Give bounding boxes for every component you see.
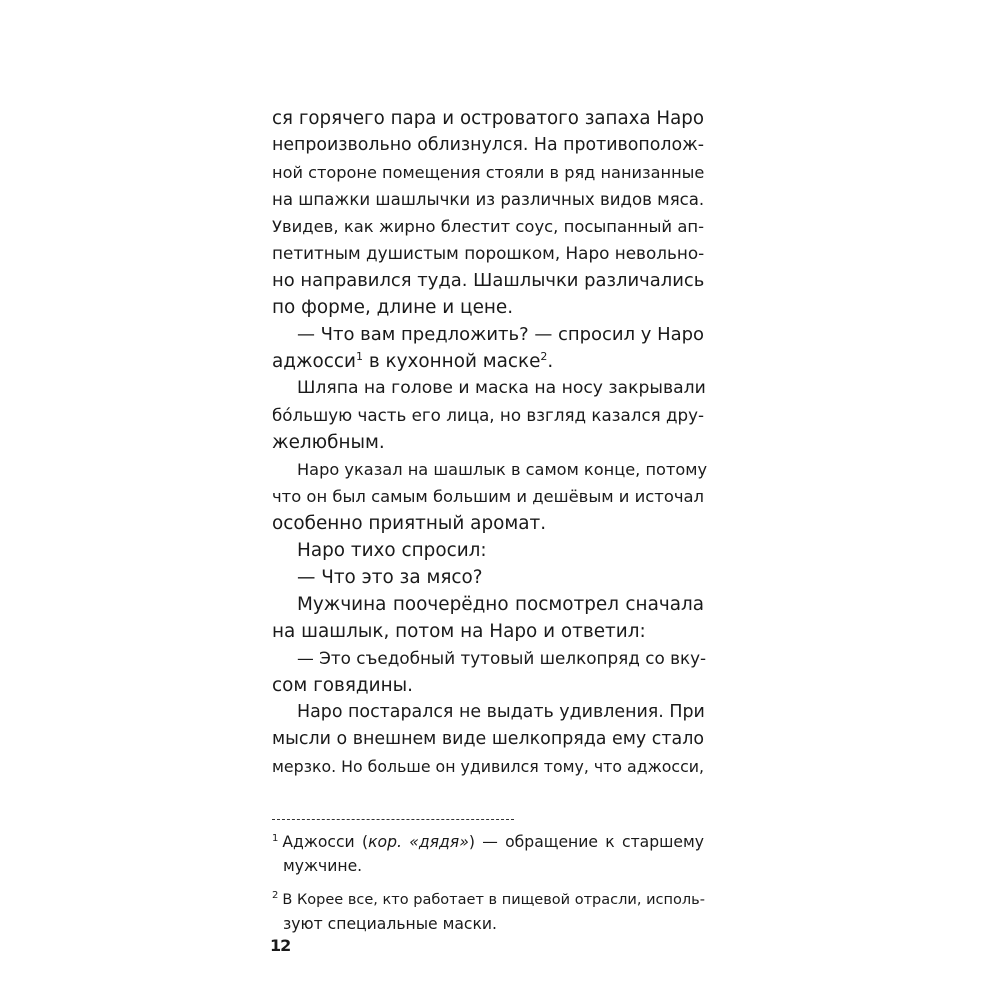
text-line: по форме, длине и цене. <box>272 297 514 318</box>
text-line: Наро указал на шашлык в самом конце, потому <box>297 460 708 479</box>
footnote-italic: кор. «дядя» <box>368 833 469 851</box>
text-line: желюбным. <box>272 432 385 453</box>
text-line: петитным душистым порошком, Наро невольно- <box>272 243 705 263</box>
footnote-1 <box>272 830 704 854</box>
text-line: — Что это за мясо? <box>297 567 483 588</box>
text-line: Шляпа на голове и маска на носу закрывали <box>297 378 706 398</box>
text-line: но направился туда. Шашлычки различались <box>272 270 705 291</box>
footnote-mark: 2 <box>272 890 279 902</box>
text-line: ной стороне помещения стояли в ряд нанизанные <box>272 163 705 182</box>
text-fragment: . <box>547 351 554 372</box>
text-fragment: в кухонной маске <box>362 351 541 372</box>
text-line: мысли о внешнем виде шелкопряда ему стало <box>272 729 704 749</box>
text-line: что он был самым большим и дешёвым и источал <box>272 487 705 506</box>
footnote-ref-1: 1 <box>355 349 363 363</box>
text-line: мерзко. Но больше он удивился тому, что аджосси, <box>272 757 705 776</box>
footnote-text: В Корее все, кто работает в пищевой отрасли, исполь- <box>282 892 705 908</box>
page-number: 12 <box>270 936 291 955</box>
text-line: Мужчина поочерёдно посмотрел сначала <box>297 594 704 615</box>
footnote-1-cont: мужчине. <box>283 857 363 875</box>
text-line: сом говядины. <box>272 675 413 696</box>
footnote-ref-2: 2 <box>540 349 548 363</box>
text-line: ся горячего пара и островатого запаха Наро <box>272 108 704 129</box>
text-line: бóльшую часть его лица, но взгляд казался дру- <box>272 405 704 425</box>
text-line: Увидев, как жирно блестит соус, посыпанный ап- <box>272 217 704 236</box>
main-text <box>272 105 708 780</box>
text-line: на шпажки шашлычки из различных видов мяса. <box>272 190 705 209</box>
footnote-mark: 1 <box>272 832 279 844</box>
text-line: особенно приятный аромат. <box>272 513 547 534</box>
text-line: Наро постарался не выдать удивления. При <box>297 702 705 722</box>
footnote-text: Аджосси ( <box>282 833 369 851</box>
text-line: — Что вам предложить? — спросил у Наро <box>297 324 705 345</box>
footnote-2 <box>272 888 704 912</box>
text-fragment: аджосси <box>272 351 356 372</box>
text-line: на шашлык, потом на Наро и ответил: <box>272 621 646 642</box>
footnote-2-cont: зуют специальные маски. <box>283 915 497 933</box>
text-line: Наро тихо спросил: <box>297 540 487 561</box>
footnote-divider <box>272 819 514 820</box>
footnote-text: ) — обращение к старшему <box>468 833 704 851</box>
text-line: непроизвольно облизнулся. На противополож- <box>272 135 704 155</box>
text-line: — Это съедобный тутовый шелкопряд со вку- <box>297 648 707 668</box>
text-line-with-footnote-refs <box>272 348 704 375</box>
footnotes <box>272 830 704 936</box>
